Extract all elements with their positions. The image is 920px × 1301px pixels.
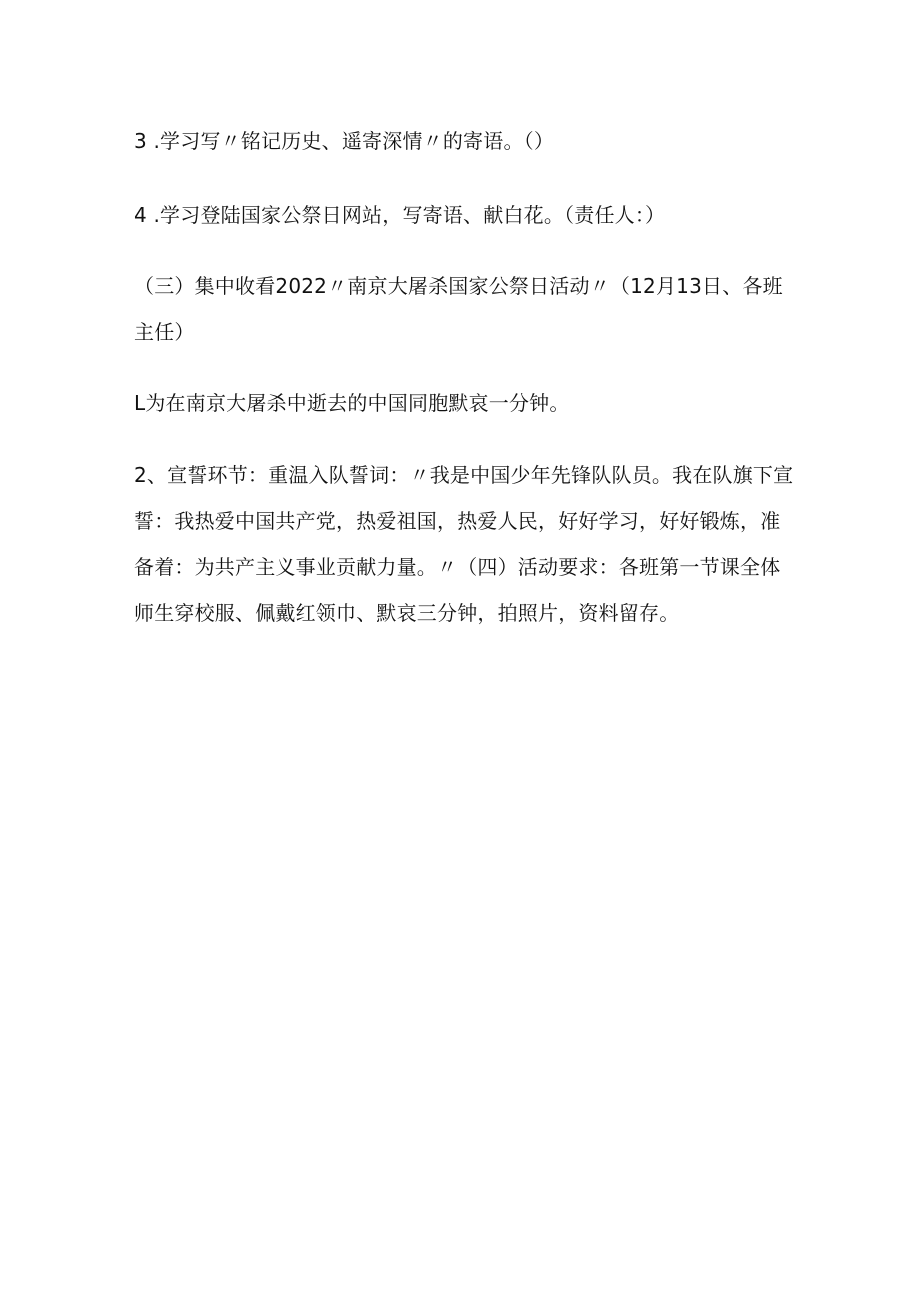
paragraph-section-3: （三）集中收看2022〃南京大屠杀国家公祭日活动〃（12月13日、各班主任）: [134, 274, 783, 344]
paragraph-item-3: 3 .学习写〃铭记历史、遥寄深情〃的寄语。（）: [134, 129, 555, 153]
paragraph-oath: 2、宣誓环节：重温入队誓词：〃我是中国少年先锋队队员。我在队旗下宣誓：我热爱中国共产党，热爱祖国，热爱人民，好好学习，好好锻炼，准备着：为共产主义事业贡献力量。〃（四）活动要求：各班第一节课全体师生穿校服、佩戴红领巾、默哀三分钟，拍照片，资料留存。: [134, 463, 794, 625]
paragraph-silence: L为在南京大屠杀中逝去的中国同胞默哀一分钟。: [134, 391, 570, 415]
paragraph-item-4: 4 .学习登陆国家公祭日网站，写寄语、献白花。（责任人：）: [134, 203, 666, 227]
